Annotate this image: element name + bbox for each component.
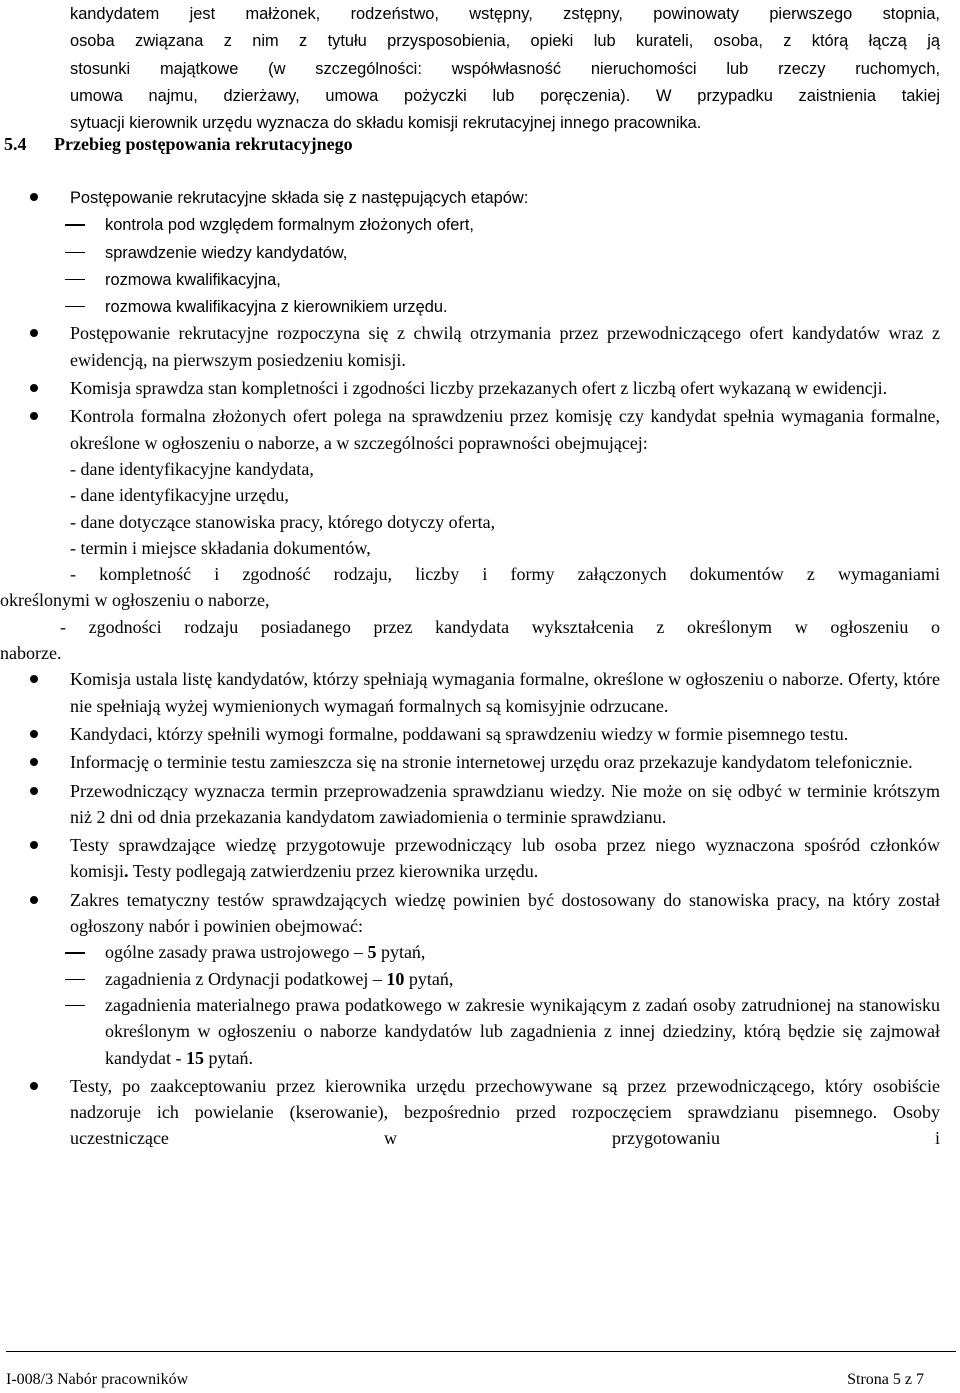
bullet-icon [30, 384, 38, 392]
dash-icon [65, 952, 85, 953]
sub-list-item [30, 211, 940, 238]
list-item-text: Oferty, które nie spełniają wyżej wymienionych wymagań formalnych są komisyjnie odrzucane. [70, 669, 940, 716]
question-count: 5 [367, 942, 377, 963]
dash-icon [65, 979, 85, 980]
sub-item-text: rozmowa kwalifikacyjna z kierownikiem urzędu. [105, 298, 448, 317]
list-item-text: Postępowanie rekrutacyjne rozpoczyna się z chwilą otrzymania przez przewodniczącego ofert kandydatów wraz z ewidencją, na pierwszym posiedzeniu komisji. [70, 323, 940, 370]
intro-line [70, 55, 940, 82]
section-heading [4, 131, 353, 157]
bullet-icon [30, 675, 38, 683]
intro-line [70, 0, 940, 27]
question-count: 15 [185, 1047, 204, 1068]
requirement-item: - termin i miejsce składania dokumentów, [70, 537, 371, 558]
list-item-text: Postępowanie rekrutacyjne składa się z następujących etapów: [70, 189, 529, 207]
list-item [30, 375, 940, 401]
bullet-icon [30, 412, 38, 420]
sub-list-item [30, 293, 940, 320]
sub-item-text: rozmowa kwalifikacyjna, [105, 270, 281, 289]
list-item-text: Testy, po zaakceptowaniu przez kierownika urzędu przechowywane są przez przewodniczącego, który osobiście nadzoruje ich powielanie (kserowanie), bezpośrednio przed rozpoczęciem sprawdzianu pisemnego. Osoby uczestniczące w przygotowaniu i [70, 1075, 940, 1149]
footer-page-number: Strona 5 z 7 [847, 1371, 924, 1388]
sub-list-item [30, 266, 940, 293]
list-item [30, 184, 940, 320]
bullet-icon [30, 787, 38, 795]
list-item [30, 778, 940, 831]
list-item-text: Komisja ustala listę kandydatów, którzy spełniają wymagania formalne, określone w ogłoszeniu o naborze. [70, 669, 844, 690]
list-item [30, 320, 940, 373]
dash-icon [65, 1005, 85, 1006]
section-title: Przebieg postępowania rekrutacyjnego [54, 134, 353, 154]
list-item-text: Informację o terminie testu zamieszcza się na stronie internetowej urzędu oraz przekazuje kandydatom telefonicznie. [70, 752, 913, 773]
intro-text: stosunki majątkowe (w szczególności: współwłasność nieruchomości lub rzeczy ruchomych, [70, 59, 940, 78]
list-item-text: . [124, 861, 129, 882]
requirement-item: - kompletność i zgodność rodzaju, liczby i formy załączonych dokumentów z wymaganiami [70, 564, 940, 585]
bullet-icon [30, 896, 38, 904]
sub-item-text: sprawdzenie wiedzy kandydatów, [105, 243, 348, 262]
intro-line [70, 27, 940, 54]
section-number: 5.4 [4, 134, 27, 154]
list-item [30, 1073, 940, 1152]
sub-list-item [30, 966, 940, 992]
list-item [30, 721, 940, 747]
sub-item-text: zagadnienia materialnego prawa podatkowego w zakresie wynikającym z zadań osoby zatrudnionej na stanowisku określonym w ogłoszeniu o naborze kandydatów lub zagadnienia z innej dziedziny, którą będzie się zajmował kandydat - [105, 994, 940, 1068]
bullet-icon [30, 329, 38, 337]
dash-icon [65, 252, 85, 253]
sub-item-text: pytań, [404, 968, 454, 989]
bullet-list [0, 184, 940, 1152]
sub-item-text: kontrola pod względem formalnym złożonych ofert, [105, 216, 474, 235]
bullet-icon [30, 730, 38, 738]
sub-list-item [30, 239, 940, 266]
requirement-item: - dane identyfikacyjne urzędu, [70, 485, 289, 506]
list-item-text: Przewodniczący wyznacza termin przeprowadzenia sprawdzianu wiedzy. Nie może on się odbyć w terminie krótszym niż 2 dni od dnia przekazania kandydatom zawiadomienia o terminie sprawdzianu. [70, 780, 940, 827]
requirement-item: - zgodności rodzaju posiadanego przez kandydata wykształcenia z określonym w ogłoszeniu o [60, 616, 940, 637]
intro-text: sytuacji kierownik urzędu wyznacza do składu komisji rekrutacyjnej innego pracownika. [70, 114, 702, 133]
list-item-text: Zakres tematyczny testów sprawdzających wiedzę powinien być dostosowany do stanowiska pracy, na który został ogłoszony nabór i powinien obejmować: [70, 889, 940, 937]
dash-icon [65, 224, 85, 225]
bullet-icon [30, 1082, 38, 1090]
dash-icon [65, 306, 85, 307]
list-item-text: Testy sprawdzające wiedzę przygotowuje przewodniczący lub osoba przez niego wyznaczona spośród członków komisji [70, 835, 940, 882]
list-item-text: Komisja sprawdza stan kompletności i zgodności liczby przekazanych ofert z liczbą ofert wykazaną w ewidencji. [70, 378, 888, 399]
list-item-text: Kontrola formalna złożonych ofert polega na sprawdzeniu przez komisję czy kandydat spełnia wymagania formalne, określone w ogłoszeniu o naborze, a w szczególności poprawności obejmującej: [70, 406, 940, 453]
intro-text: osoba związana z nim z tytułu przysposobienia, opieki lub kurateli, osoba, z którą łączą ją [70, 32, 940, 51]
list-item-text: Kandydaci, którzy spełnili wymogi formalne, poddawani są sprawdzeniu wiedzy w formie pisemnego testu. [70, 723, 849, 744]
footer-document-id: I-008/3 Nabór pracowników [6, 1371, 189, 1388]
intro-text: umowa najmu, dzierżawy, umowa pożyczki lub poręczenia). [70, 86, 631, 105]
bullet-icon [30, 841, 38, 849]
list-item [0, 403, 940, 666]
intro-text: kandydatem jest małżonek, rodzeństwo, wstępny, zstępny, powinowaty pierwszego stopnia, [70, 5, 940, 23]
requirement-item-cont: określonymi w ogłoszeniu o naborze, [0, 590, 270, 611]
sub-list-item [30, 992, 940, 1071]
bullet-icon [30, 758, 38, 766]
list-item [30, 749, 940, 775]
list-item [30, 832, 940, 885]
footer-divider [6, 1351, 956, 1352]
list-item [30, 666, 940, 719]
intro-paragraph [70, 0, 940, 136]
sub-item-text: zagadnienia z Ordynacji podatkowej – [105, 968, 387, 989]
sub-list-item [30, 939, 940, 965]
question-count: 10 [386, 968, 405, 989]
list-item [30, 887, 940, 1071]
sub-item-text: ogólne zasady prawa ustrojowego – [105, 942, 368, 963]
sub-item-text: pytań, [376, 942, 426, 963]
dash-icon [65, 279, 85, 280]
requirement-item: - dane dotyczące stanowiska pracy, którego dotyczy oferta, [70, 511, 496, 532]
bullet-icon [30, 193, 38, 201]
intro-text: W przypadku zaistnienia takiej [630, 86, 940, 105]
requirement-item-cont: naborze. [0, 643, 62, 664]
requirement-item: - dane identyfikacyjne kandydata, [70, 458, 314, 479]
sub-item-text: pytań. [203, 1047, 253, 1068]
list-item-text: Testy podlegają zatwierdzeniu przez kierownika urzędu. [128, 861, 539, 882]
intro-line [70, 82, 940, 109]
